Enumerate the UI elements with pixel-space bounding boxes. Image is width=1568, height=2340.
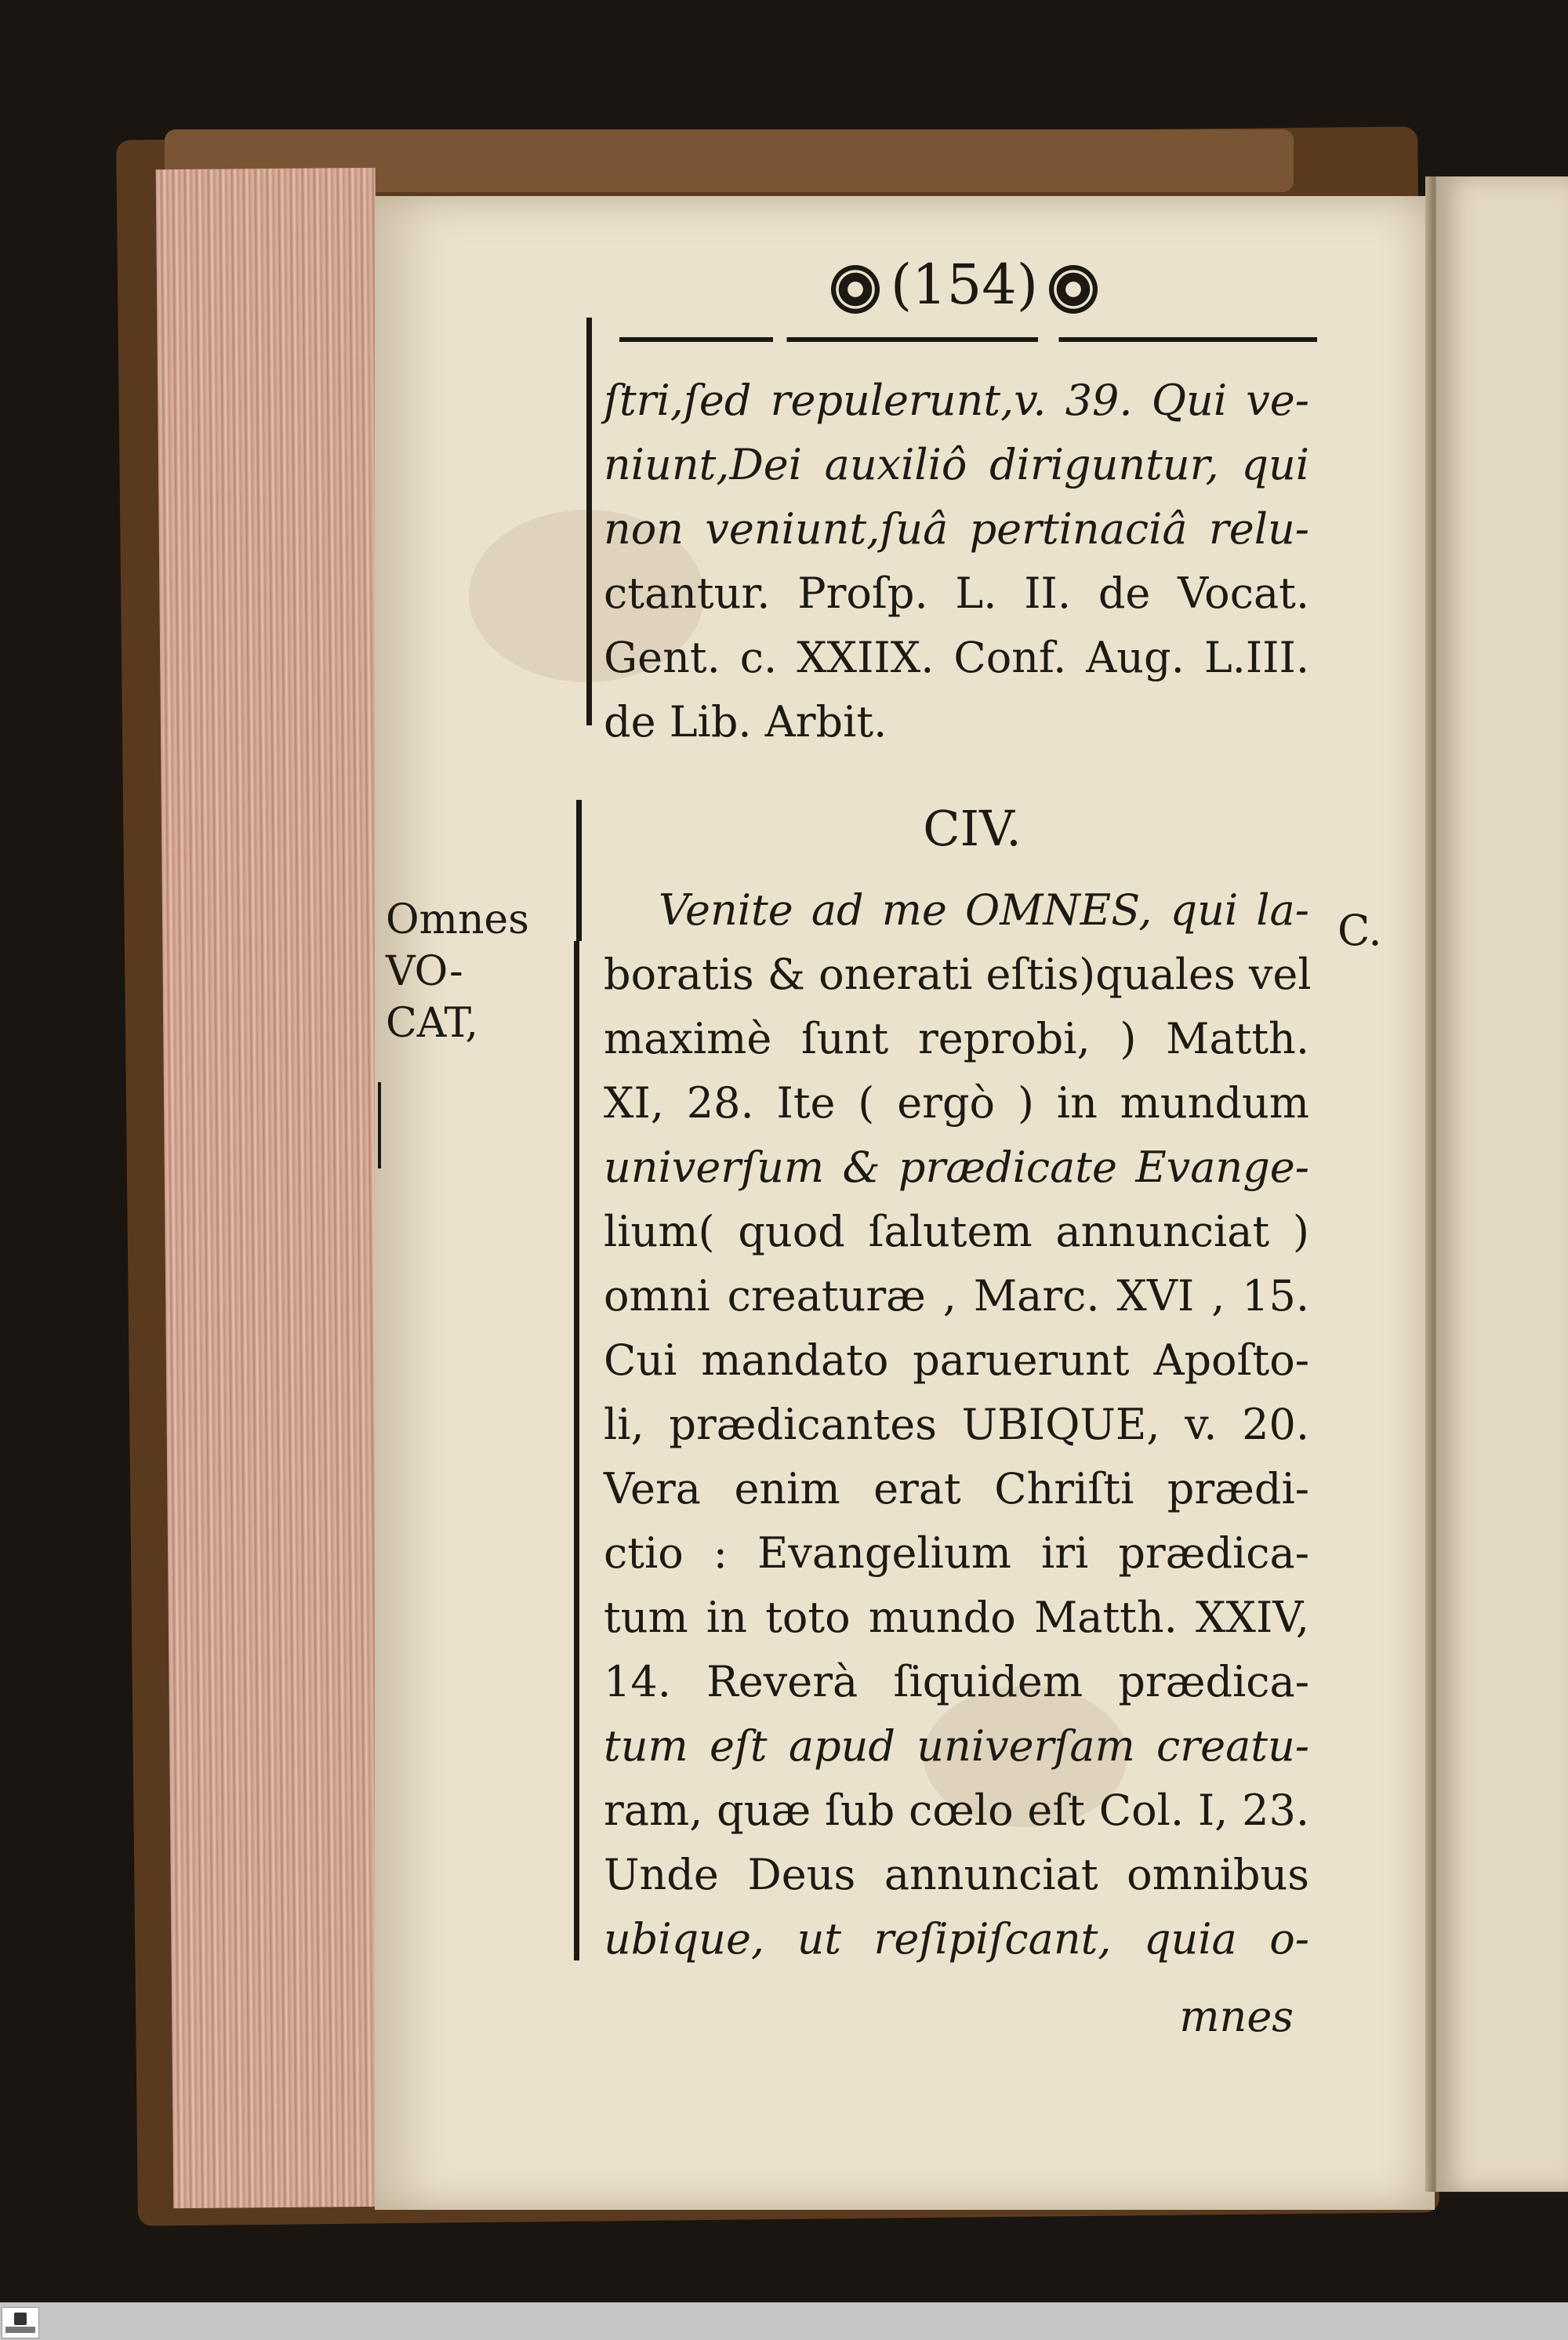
text-line: ctio : Evangelium iri prædica- [604, 1528, 1309, 1578]
text-line: omni creaturæ , Marc. XVI , 15. [604, 1271, 1309, 1321]
text-line: 14. Reverà ſiquidem prædica- [604, 1657, 1309, 1706]
margin-note-line: Omnes [386, 896, 529, 943]
text-block-top [604, 369, 1309, 754]
ornament-right-icon [1049, 265, 1098, 314]
text-line: boratis & onerati eſtis)quales vel [604, 950, 1312, 999]
text-line: lium( quod ſalutem annunciat ) [604, 1207, 1309, 1256]
margin-note-line: CAT, [386, 1000, 479, 1047]
text-line: niunt,Dei auxiliô diriguntur, qui [604, 440, 1309, 489]
text-line: non veniunt,ſuâ pertinaciâ relu- [604, 504, 1309, 554]
viewer-bottom-strip [0, 2302, 1568, 2340]
text-line: de Lib. Arbit. [604, 697, 887, 747]
text-line: Unde Deus annunciat omnibus [604, 1850, 1309, 1899]
margin-note-line: VO- [386, 948, 463, 995]
text-line: Gent. c. XXIIX. Conf. Aug. L.III. [604, 633, 1309, 682]
margin-bar [586, 318, 592, 725]
header-rule [619, 337, 1317, 342]
library-logo-wordmark [5, 2327, 35, 2333]
text-line: ctantur. Proſp. L. II. de Vocat. [604, 569, 1309, 618]
section-number: CIV. [923, 800, 1022, 857]
page-block-edges [156, 168, 394, 2208]
catchword: mnes [1179, 1992, 1294, 2041]
library-logo [2, 2307, 39, 2338]
margin-bar [378, 1082, 381, 1168]
library-logo-icon [14, 2313, 27, 2325]
text-line: tum in toto mundo Matth. XXIV, [604, 1593, 1309, 1642]
text-line: ram, quæ ſub cœlo eſt Col. I, 23. [604, 1786, 1309, 1835]
text-line: maximè ſunt reprobi, ) Matth. [604, 1014, 1309, 1063]
facing-page-edge [1436, 176, 1568, 2192]
ornament-left-icon [831, 265, 880, 314]
page-number: (154) [890, 253, 1039, 317]
text-line: tum eſt apud univerſam creatu- [604, 1721, 1309, 1771]
margin-bar [576, 800, 582, 941]
text-line: Venite ad me OMNES, qui la- [659, 885, 1309, 935]
text-block-main [604, 878, 1312, 1971]
margin-bar [574, 941, 579, 1960]
page-header [815, 249, 1113, 320]
text-line: li, prædicantes UBIQUE, v. 20. [604, 1400, 1309, 1449]
text-line: XI, 28. Ite ( ergò ) in mundum [604, 1078, 1309, 1128]
text-line: ubique, ut reſipiſcant, quia o- [604, 1914, 1309, 1964]
text-line: ſtri,ſed repulerunt,v. 39. Qui ve- [604, 376, 1309, 425]
text-line: univerſum & prædicate Evange- [604, 1143, 1309, 1192]
margin-note [386, 894, 550, 1049]
text-line: Vera enim erat Chriſti prædi- [604, 1464, 1309, 1513]
margin-marker: C. [1338, 906, 1382, 955]
text-line: Cui mandato paruerunt Apoſto- [604, 1335, 1309, 1385]
